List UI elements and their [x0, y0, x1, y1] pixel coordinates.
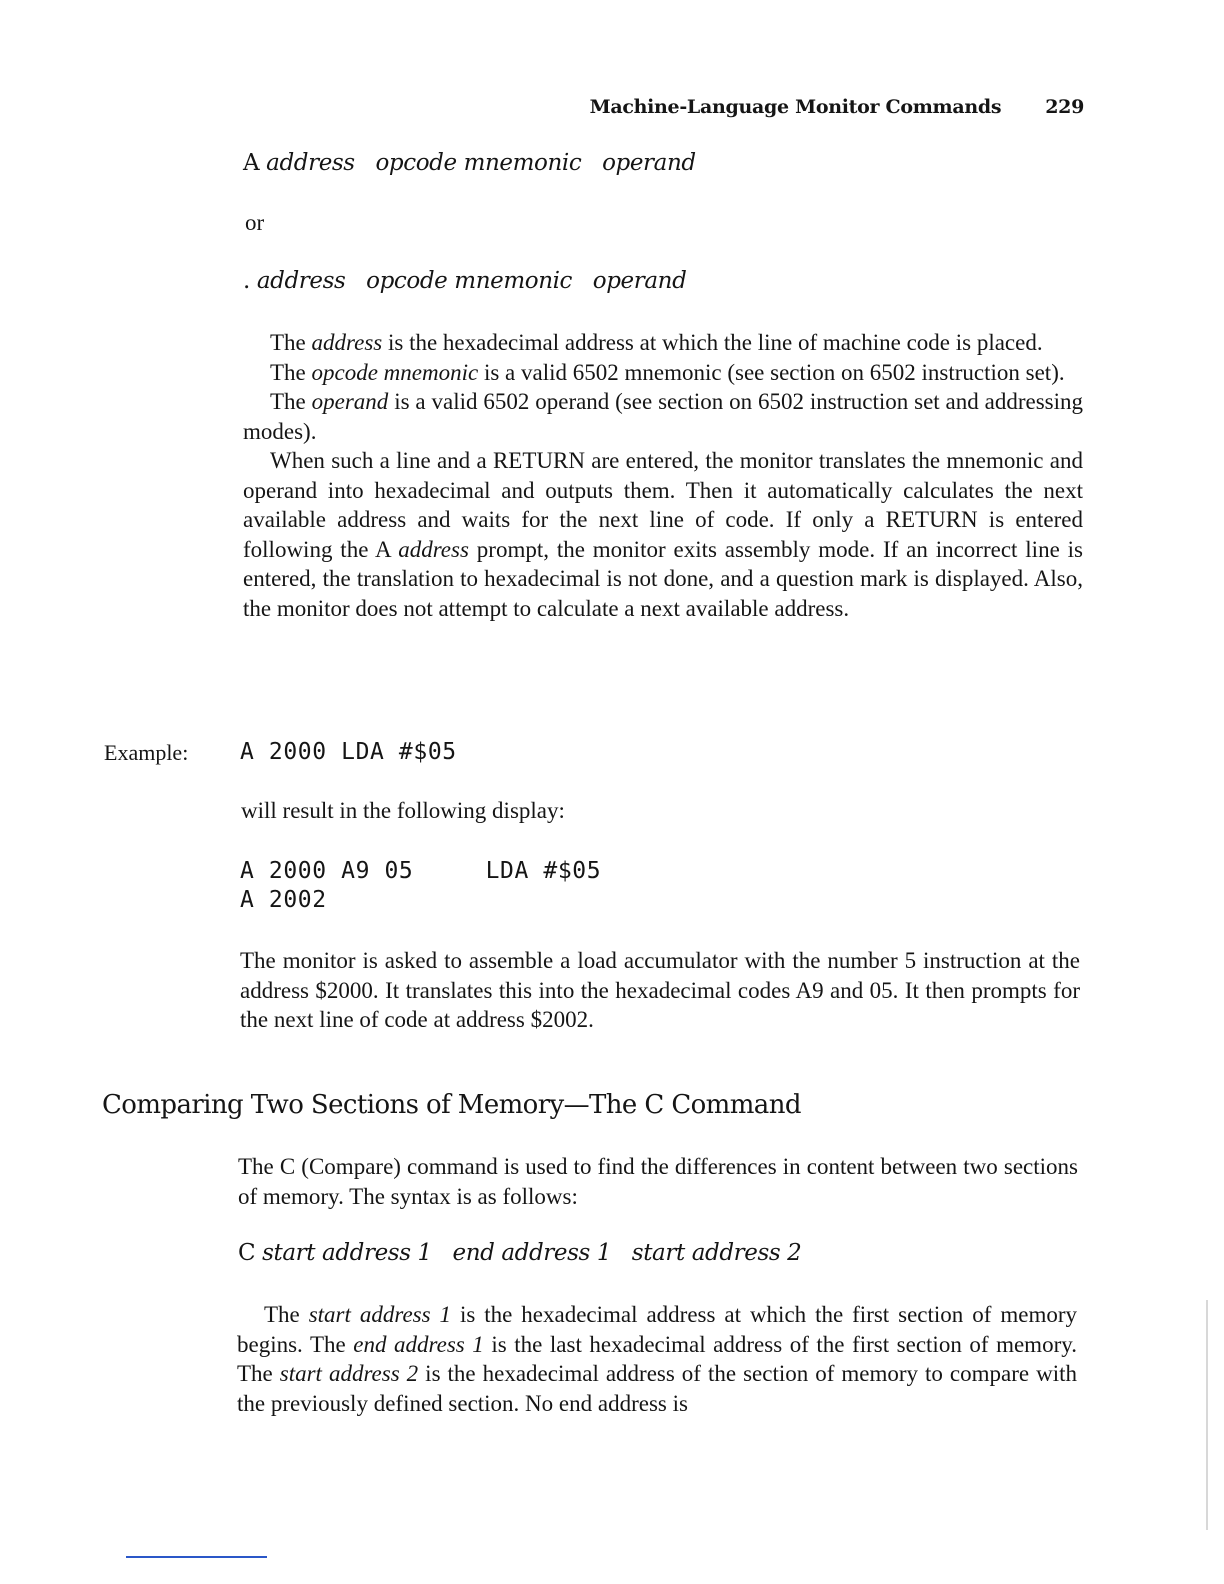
compare-description: The start address 1 is the hexadecimal address at which the first section of memory begins. The end address 1 is the last hexadecimal address of the first section of memory. The start address 2 is the hexadecimal address of the section of memory to compare with the previously defined section. No end address is — [237, 1302, 1078, 1416]
assemble-description — [243, 328, 1083, 623]
assemble-syntax-line-2: . address opcode mnemonic operand — [243, 268, 687, 294]
compare-syntax: C start address 1 end address 1 start address 2 — [238, 1240, 802, 1266]
or-text: or — [245, 210, 265, 235]
example-result-intro: will result in the following display: — [241, 798, 565, 823]
paragraph: The operand is a valid 6502 operand (see section on 6502 instruction set and addressing modes). — [243, 389, 1083, 444]
paragraph: The opcode mnemonic is a valid 6502 mnemonic (see section on 6502 instruction set). — [270, 359, 1065, 385]
paragraph: When such a line and a RETURN are entered, the monitor translates the mnemonic and operand into hexadecimal and outputs them. Then it automatically calculates the next available address and waits for the next line of code. If only a RETURN is entered following the A address prompt, the monitor exits assembly mode. If an incorrect line is entered, the translation to hexadecimal is not done, and a question mark is displayed. Also, the monitor does not attempt to calculate a next available address. — [243, 448, 1083, 621]
example-explanation: The monitor is asked to assemble a load accumulator with the number 5 instruction at the address $2000. It translates this into the hexadecimal codes A9 and 05. It then prompts for the next line of code at address $2002. — [240, 948, 1080, 1032]
example-label: Example: — [104, 740, 189, 765]
example-display-line-1: A 2000 A9 05 LDA #$05 — [240, 858, 602, 884]
compare-intro: The C (Compare) command is used to find the differences in content between two sections of memory. The syntax is as follows: — [238, 1154, 1078, 1209]
running-header — [590, 96, 1084, 118]
paragraph: The address is the hexadecimal address at which the line of machine code is placed. — [270, 330, 1043, 355]
example-command: A 2000 LDA #$05 — [240, 739, 457, 765]
assemble-syntax-line-1: A address opcode mnemonic operand — [243, 150, 696, 176]
example-display-line-2: A 2002 — [240, 887, 327, 913]
page-edge-mark — [1206, 1300, 1208, 1530]
bottom-rule — [126, 1556, 267, 1558]
section-heading: Comparing Two Sections of Memory—The C Command — [102, 1090, 801, 1120]
header-title: Machine-Language Monitor Commands — [589, 96, 1002, 118]
page-number: 229 — [1045, 96, 1084, 118]
